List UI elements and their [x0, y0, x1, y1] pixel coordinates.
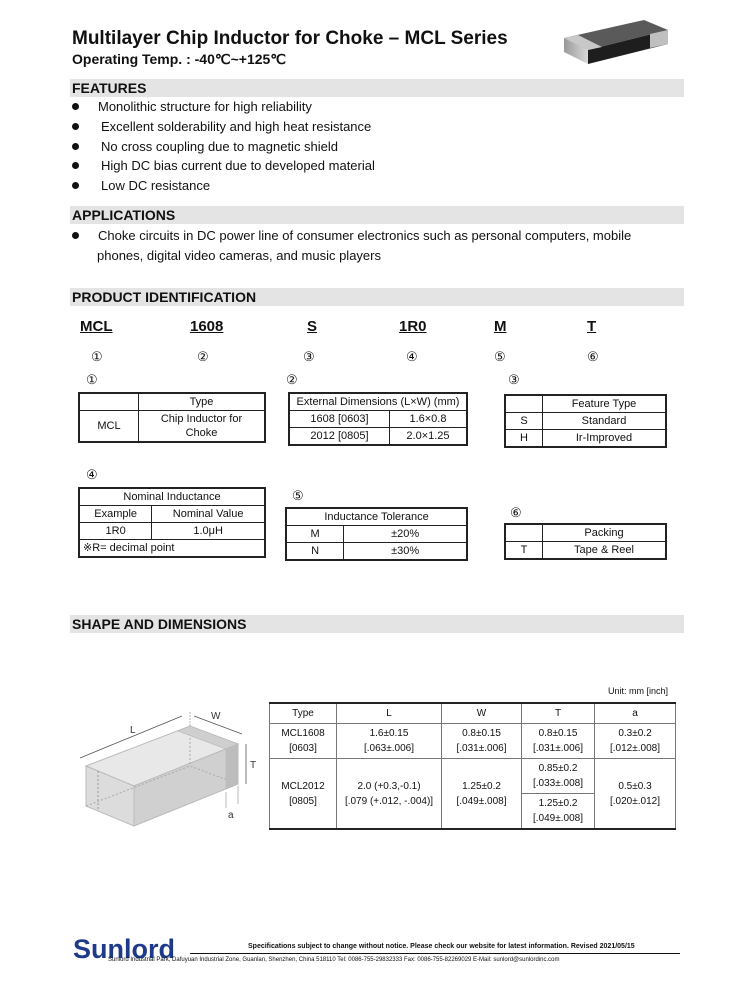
label-L: L [130, 725, 136, 736]
table-cell: MCL1608 [0603] [270, 724, 337, 759]
bullet-icon [72, 232, 79, 239]
table-header: Nominal Inductance [79, 488, 265, 506]
table-cell: 0.8±0.15 [.031±.006] [442, 724, 522, 759]
chip-dimension-diagram [78, 708, 268, 838]
table-cell: 2012 [0805] [289, 428, 389, 446]
label-a: a [228, 810, 234, 821]
operating-temp: Operating Temp. : -40℃~+125℃ [72, 51, 287, 67]
packing-table [504, 523, 667, 560]
dimensions-spec-table [269, 702, 676, 830]
feature-type-table [504, 394, 667, 448]
code-packing: T [587, 318, 597, 335]
table-label: ① [86, 372, 98, 387]
table-cell: 2.0 (+0.3,-0.1) [.079 (+.012, -.004)] [337, 759, 442, 830]
bullet-icon [72, 182, 79, 189]
table-label: ③ [508, 372, 520, 387]
feature-item: Monolithic structure for high reliability [72, 98, 312, 116]
unit-label: Unit: mm [inch] [608, 686, 669, 696]
code-series: MCL [80, 318, 113, 335]
code-feature: S [307, 318, 318, 335]
table-header: Nominal Value [152, 506, 265, 523]
dimensions-table [288, 392, 468, 446]
inductance-table [78, 487, 266, 558]
application-item-cont: phones, digital video cameras, and music players [97, 248, 381, 263]
features-heading: FEATURES [70, 79, 684, 97]
code-size: 1608 [190, 318, 224, 335]
table-cell: S [505, 413, 543, 430]
table-header: T [522, 703, 595, 724]
tolerance-table [285, 507, 468, 561]
table-note: ※R= decimal point [79, 540, 265, 558]
table-row [270, 759, 676, 794]
application-item: Choke circuits in DC power line of consumer electronics such as personal computers, mobile [72, 227, 631, 245]
table-cell: 0.8±0.15 [.031±.006] [522, 724, 595, 759]
bullet-icon [72, 162, 79, 169]
table-header: Feature Type [543, 395, 667, 413]
code-number: ③ [303, 349, 315, 364]
table-header: Inductance Tolerance [286, 508, 467, 526]
table-cell: 1.6±0.15 [.063±.006] [337, 724, 442, 759]
table-cell: 0.85±0.2 [.033±.008] [522, 759, 595, 794]
table-cell: 2.0×1.25 [389, 428, 467, 446]
table-header: a [595, 703, 676, 724]
code-number: ④ [406, 349, 418, 364]
table-cell: 1.25±0.2 [.049±.008] [442, 759, 522, 830]
label-T: T [250, 760, 257, 771]
feature-item: Excellent solderability and high heat resistance [72, 118, 371, 136]
table-cell: Standard [543, 413, 667, 430]
footer-address: Sunlord Industrial Park, Dafuyuan Industrial Zone, Guanlan, Shenzhen, China 518110 Tel: 0086-755-29832333 Fax: 0086-755-82269029 E-Mail: sunlord@sunlordinc.com [108, 957, 560, 963]
table-cell: ±20% [344, 526, 467, 543]
table-label: ② [286, 372, 298, 387]
table-row [270, 724, 676, 759]
feature-item: High DC bias current due to developed material [72, 157, 375, 175]
table-header: Type [139, 393, 266, 411]
table-cell: 0.3±0.2 [.012±.008] [595, 724, 676, 759]
table-cell: T [505, 542, 543, 560]
code-inductance: 1R0 [399, 318, 427, 335]
code-number: ② [197, 349, 209, 364]
table-header: W [442, 703, 522, 724]
table-cell: H [505, 430, 543, 448]
table-label: ⑤ [292, 488, 304, 503]
shape-dimensions-heading: SHAPE AND DIMENSIONS [70, 615, 684, 633]
table-cell: 1.6×0.8 [389, 411, 467, 428]
table-cell: 1R0 [79, 523, 152, 540]
label-W: W [211, 711, 221, 722]
table-label: ⑥ [510, 505, 522, 520]
code-number: ⑥ [587, 349, 599, 364]
footer-divider [190, 953, 680, 954]
chip-photo-image [560, 16, 672, 66]
bullet-icon [72, 103, 79, 110]
type-table [78, 392, 266, 443]
table-header: Type [270, 703, 337, 724]
code-number: ① [91, 349, 103, 364]
table-cell: Ir-Improved [543, 430, 667, 448]
footer-notice: Specifications subject to change without notice. Please check our website for latest information. Revised 2021/05/15 [248, 943, 635, 950]
bullet-icon [72, 123, 79, 130]
feature-item: No cross coupling due to magnetic shield [72, 138, 338, 156]
applications-heading: APPLICATIONS [70, 206, 684, 224]
sunlord-logo: Sunlord [73, 934, 175, 964]
table-cell: 1.25±0.2 [.049±.008] [522, 794, 595, 830]
table-cell: MCL [79, 411, 139, 443]
table-header: L [337, 703, 442, 724]
table-cell: N [286, 543, 344, 561]
table-cell: 1608 [0603] [289, 411, 389, 428]
table-cell: ±30% [344, 543, 467, 561]
table-cell: 0.5±0.3 [.020±.012] [595, 759, 676, 830]
table-cell: Tape & Reel [543, 542, 667, 560]
page-title: Multilayer Chip Inductor for Choke – MCL Series [72, 28, 508, 49]
bullet-icon [72, 143, 79, 150]
feature-item: Low DC resistance [72, 177, 210, 195]
table-cell: Chip Inductor for Choke [139, 411, 266, 443]
table-cell: MCL2012 [0805] [270, 759, 337, 830]
product-identification-heading: PRODUCT IDENTIFICATION [70, 288, 684, 306]
code-tolerance: M [494, 318, 507, 335]
code-number: ⑤ [494, 349, 506, 364]
table-cell: M [286, 526, 344, 543]
table-cell: 1.0μH [152, 523, 265, 540]
table-header: Example [79, 506, 152, 523]
table-header: Packing [543, 524, 667, 542]
table-label: ④ [86, 467, 98, 482]
table-header: External Dimensions (L×W) (mm) [289, 393, 467, 411]
